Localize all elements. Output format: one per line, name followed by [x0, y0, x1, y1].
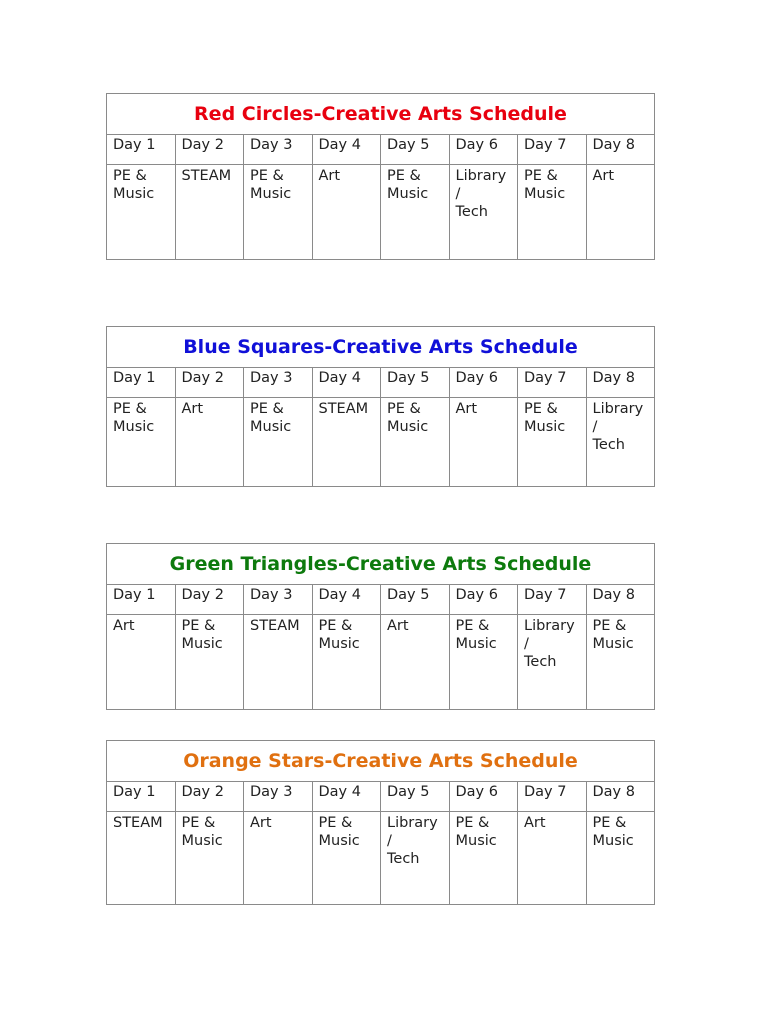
red-circles-schedule-table: [106, 93, 655, 260]
activity-cell: PE & Music: [381, 165, 450, 260]
day-header: Day 8: [586, 585, 655, 615]
activity-cell: Library / Tech: [586, 398, 655, 487]
day-header: Day 3: [244, 782, 313, 812]
activity-cell: PE & Music: [449, 615, 518, 710]
activity-cell: Art: [518, 812, 587, 905]
day-header-row: [107, 585, 655, 615]
day-header: Day 1: [107, 782, 176, 812]
activity-cell: PE & Music: [175, 615, 244, 710]
orange-stars-schedule-table: [106, 740, 655, 905]
day-header: Day 1: [107, 585, 176, 615]
day-header: Day 6: [449, 782, 518, 812]
green-triangles-schedule-table: [106, 543, 655, 710]
activity-row: [107, 165, 655, 260]
day-header: Day 4: [312, 135, 381, 165]
activity-row: [107, 398, 655, 487]
day-header: Day 5: [381, 585, 450, 615]
day-header: Day 4: [312, 368, 381, 398]
activity-cell: PE & Music: [518, 165, 587, 260]
activity-cell: Art: [449, 398, 518, 487]
activity-cell: PE & Music: [518, 398, 587, 487]
activity-cell: PE & Music: [107, 398, 176, 487]
day-header: Day 5: [381, 135, 450, 165]
day-header: Day 3: [244, 585, 313, 615]
day-header: Day 6: [449, 135, 518, 165]
day-header: Day 8: [586, 135, 655, 165]
day-header: Day 1: [107, 135, 176, 165]
day-header-row: [107, 368, 655, 398]
day-header: Day 2: [175, 585, 244, 615]
activity-row: [107, 812, 655, 905]
day-header: Day 8: [586, 368, 655, 398]
day-header: Day 8: [586, 782, 655, 812]
day-header: Day 7: [518, 782, 587, 812]
blue-squares-schedule-table: [106, 326, 655, 487]
activity-cell: Art: [244, 812, 313, 905]
activity-cell: PE & Music: [312, 812, 381, 905]
day-header: Day 2: [175, 135, 244, 165]
day-header: Day 4: [312, 782, 381, 812]
day-header-row: [107, 135, 655, 165]
day-header: Day 7: [518, 135, 587, 165]
activity-cell: STEAM: [244, 615, 313, 710]
activity-cell: Library / Tech: [449, 165, 518, 260]
day-header-row: [107, 782, 655, 812]
activity-cell: Library / Tech: [518, 615, 587, 710]
activity-cell: PE & Music: [586, 812, 655, 905]
day-header: Day 5: [381, 368, 450, 398]
day-header: Day 6: [449, 368, 518, 398]
activity-cell: PE & Music: [244, 165, 313, 260]
day-header: Day 4: [312, 585, 381, 615]
activity-cell: PE & Music: [244, 398, 313, 487]
activity-cell: Art: [381, 615, 450, 710]
activity-cell: Art: [312, 165, 381, 260]
day-header: Day 3: [244, 368, 313, 398]
day-header: Day 7: [518, 585, 587, 615]
schedule-title: Green Triangles-Creative Arts Schedule: [107, 544, 655, 585]
day-header: Day 6: [449, 585, 518, 615]
schedule-title: Orange Stars-Creative Arts Schedule: [107, 741, 655, 782]
activity-cell: STEAM: [107, 812, 176, 905]
day-header: Day 7: [518, 368, 587, 398]
activity-cell: PE & Music: [107, 165, 176, 260]
schedule-title: Blue Squares-Creative Arts Schedule: [107, 327, 655, 368]
activity-cell: Art: [586, 165, 655, 260]
activity-cell: Library / Tech: [381, 812, 450, 905]
day-header: Day 2: [175, 782, 244, 812]
activity-row: [107, 615, 655, 710]
activity-cell: STEAM: [312, 398, 381, 487]
activity-cell: Art: [175, 398, 244, 487]
activity-cell: Art: [107, 615, 176, 710]
activity-cell: PE & Music: [381, 398, 450, 487]
activity-cell: PE & Music: [175, 812, 244, 905]
day-header: Day 1: [107, 368, 176, 398]
day-header: Day 2: [175, 368, 244, 398]
schedule-title: Red Circles-Creative Arts Schedule: [107, 94, 655, 135]
day-header: Day 3: [244, 135, 313, 165]
day-header: Day 5: [381, 782, 450, 812]
activity-cell: PE & Music: [449, 812, 518, 905]
activity-cell: PE & Music: [586, 615, 655, 710]
activity-cell: PE & Music: [312, 615, 381, 710]
activity-cell: STEAM: [175, 165, 244, 260]
